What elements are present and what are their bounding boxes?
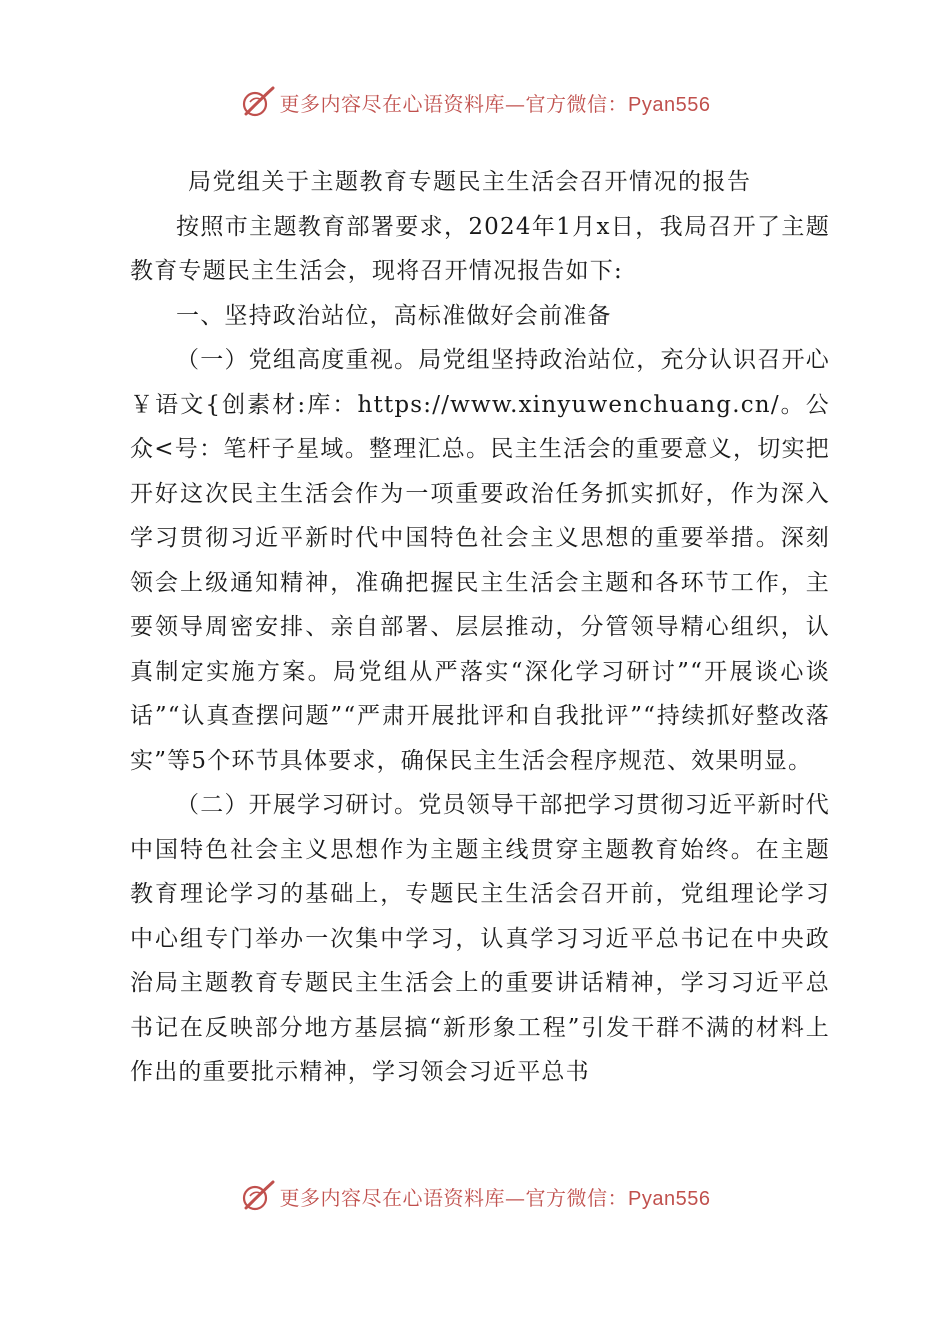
document-body bbox=[130, 160, 830, 1095]
paragraph-intro: 按照市主题教育部署要求，2024年1月x日，我局召开了主题教育专题民主生活会，现将召开情况报告如下: bbox=[130, 213, 830, 284]
brush-logo-icon bbox=[240, 84, 276, 120]
document-title: 局党组关于主题教育专题民主生活会召开情况的报告 bbox=[188, 169, 752, 195]
watermark-banner-bottom bbox=[0, 1172, 950, 1220]
paragraph-1: （一）党组高度重视。局党组坚持政治站位，充分认识召开心￥语文{创素材:库：https://www.xinyuwenchuang.cn/。公众<号：笔杆子星域。整理汇总。民主生活会的重要意义，切实把开好这次民主生活会作为一项重要政治任务抓实抓好，作为深入学习贯彻习近平新时代中国特色社会主义思想的重要举措。深刻领会上级通知精神，准确把握民主生活会主题和各环节工作，主要领导周密安排、亲自部署、层层推动，分管领导精心组织，认真制定实施方案。局党组从严落实“深化学习研讨”“开展谈心谈话”“认真查摆问题”“严肃开展批评和自我批评”“持续抓好整改落实”等5个环节具体要求，确保民主生活会程序规范、效果明显。 bbox=[130, 347, 830, 774]
watermark-text: 更多内容尽在心语资料库—官方微信：Pyan556 bbox=[279, 1185, 711, 1210]
watermark-banner-top bbox=[0, 78, 950, 126]
section-heading-1: 一、坚持政治站位，高标准做好会前准备 bbox=[176, 302, 612, 329]
paragraph-2: （二）开展学习研讨。党员领导干部把学习贯彻习近平新时代中国特色社会主义思想作为主题主线贯穿主题教育始终。在主题教育理论学习的基础上，专题民主生活会召开前，党组理论学习中心组专门举办一次集中学习，认真学习习近平总书记在中央政治局主题教育专题民主生活会上的重要讲话精神，学习习近平总书记在反映部分地方基层搞“新形象工程”引发干群不满的材料上作出的重要批示精神，学习领会习近平总书 bbox=[130, 792, 830, 1085]
brush-logo-icon bbox=[240, 1178, 276, 1214]
watermark-text: 更多内容尽在心语资料库—官方微信：Pyan556 bbox=[279, 91, 711, 116]
